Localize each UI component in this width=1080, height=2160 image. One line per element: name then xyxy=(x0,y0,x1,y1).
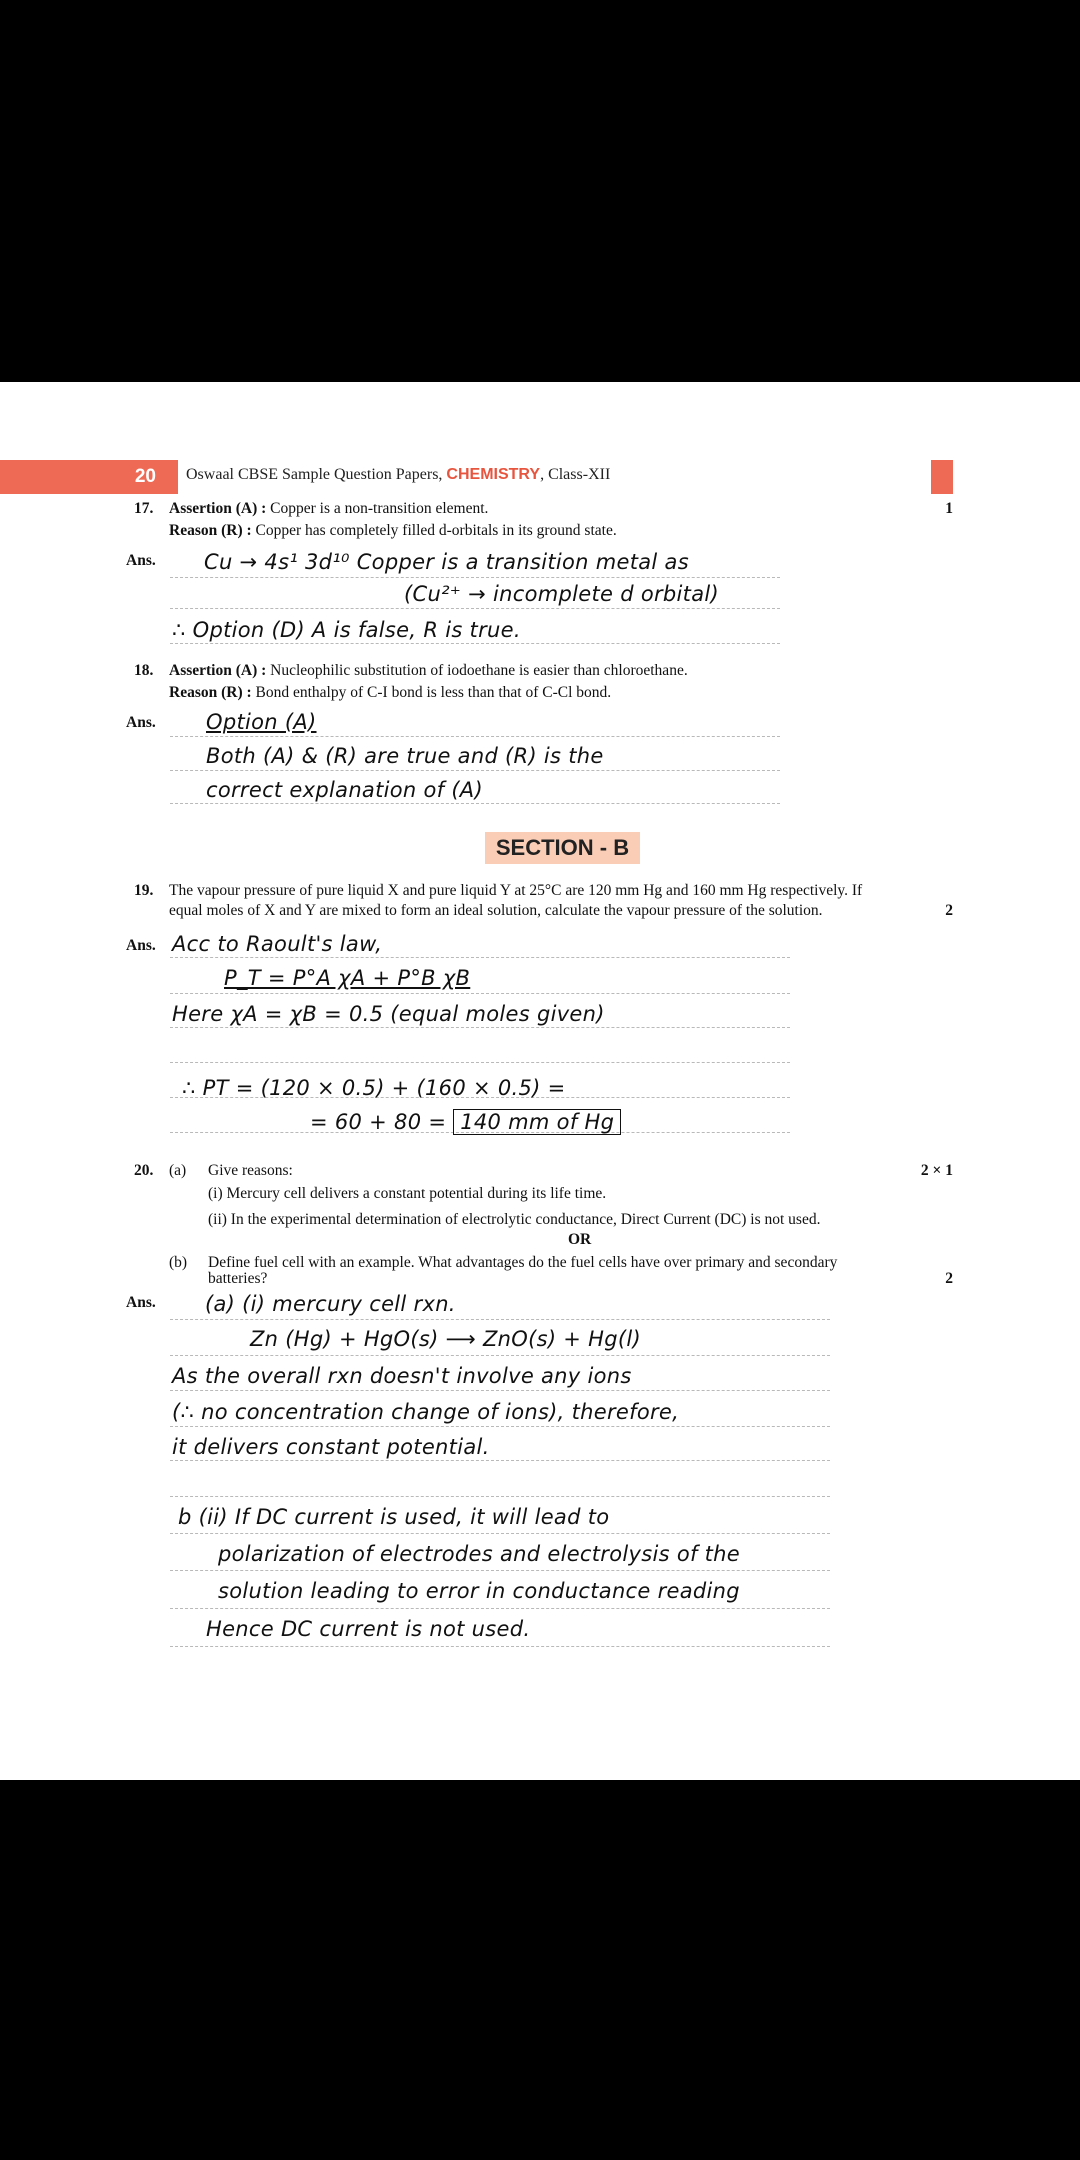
q18-number: 18. xyxy=(134,662,154,679)
q19-hw-sum: = 60 + 80 = xyxy=(310,1110,447,1134)
ruled-line xyxy=(170,736,780,737)
header-title xyxy=(186,466,610,484)
document-page xyxy=(0,382,1080,1780)
q20-ans-label: Ans. xyxy=(126,1294,156,1311)
ruled-line xyxy=(170,1496,830,1497)
ruled-line xyxy=(170,1319,830,1320)
q17-hw-line3: ∴ Option (D) A is false, R is true. xyxy=(172,618,521,642)
header-title-suffix: , Class-XII xyxy=(540,466,611,483)
ruled-line xyxy=(170,1390,830,1391)
q18-reason-text: Bond enthalpy of C-I bond is less than that of C-Cl bond. xyxy=(251,684,612,701)
q20-ii-text: (ii) In the experimental determination of electrolytic conductance, Direct Current (DC) is not used. xyxy=(208,1211,821,1228)
q20-b-marks: 2 xyxy=(945,1270,953,1287)
ruled-line xyxy=(170,643,780,644)
q20-hw-line9: Hence DC current is not used. xyxy=(206,1617,531,1641)
q19-hw-line4: ∴ PT = (120 × 0.5) + (160 × 0.5) = xyxy=(182,1076,566,1100)
q18-hw-line3: correct explanation of (A) xyxy=(206,778,483,802)
ruled-line xyxy=(170,1355,830,1356)
q18-assertion-text: Nucleophilic substitution of iodoethane is easier than chloroethane. xyxy=(266,662,688,679)
q20-hw-line6: b (ii) If DC current is used, it will lead to xyxy=(178,1505,610,1529)
q19-hw-line3: Here χA = χB = 0.5 (equal moles given) xyxy=(172,1002,605,1026)
ruled-line xyxy=(170,770,780,771)
q20-b-line1: Define fuel cell with an example. What advantages do the fuel cells have over primary and secondary xyxy=(208,1254,838,1271)
ruled-line xyxy=(170,608,780,609)
q18-assertion xyxy=(169,661,688,681)
page-number-badge xyxy=(0,460,178,494)
q19-hw-line2: P_T = P°A χA + P°B χB xyxy=(224,966,471,990)
q20-hw-line4: (∴ no concentration change of ions), therefore, xyxy=(172,1400,680,1424)
q18-hw-line1: Option (A) xyxy=(206,710,317,734)
q17-assertion-text: Copper is a non-transition element. xyxy=(266,500,489,517)
ruled-line xyxy=(170,1027,790,1028)
q20-hw-line2: Zn (Hg) + HgO(s) ⟶ ZnO(s) + Hg(l) xyxy=(250,1327,641,1351)
q20-hw-line5: it delivers constant potential. xyxy=(172,1435,490,1459)
ruled-line xyxy=(170,577,780,578)
q20-a-text: Give reasons: xyxy=(208,1162,293,1179)
q20-hw-line8: solution leading to error in conductance reading xyxy=(218,1579,740,1603)
q20-or: OR xyxy=(568,1231,592,1248)
q17-assertion xyxy=(169,499,488,519)
q17-hw-line2: (Cu²⁺ → incomplete d orbital) xyxy=(404,582,720,606)
q20-b-label: (b) xyxy=(169,1254,188,1271)
q19-ans-label: Ans. xyxy=(126,937,156,954)
ruled-line xyxy=(170,1533,830,1534)
q17-marks: 1 xyxy=(945,500,953,517)
q20-hw-line1: (a) (i) mercury cell rxn. xyxy=(205,1292,456,1316)
q17-assertion-label: Assertion (A) : xyxy=(169,500,267,517)
q20-hw-line7: polarization of electrodes and electrolysis of the xyxy=(218,1542,741,1566)
q19-line2: equal moles of X and Y are mixed to form an ideal solution, calculate the vapour pressure of the solution. xyxy=(169,902,823,919)
header-subject: CHEMISTRY xyxy=(446,466,541,483)
q20-hw-line3: As the overall rxn doesn't involve any ions xyxy=(172,1364,632,1388)
q17-ans-label: Ans. xyxy=(126,552,156,569)
ruled-line xyxy=(170,1062,790,1063)
page-number: 20 xyxy=(134,466,156,487)
q19-number: 19. xyxy=(134,882,154,899)
q18-reason-label: Reason (R) : xyxy=(169,684,252,701)
q20-b-line2: batteries? xyxy=(208,1270,268,1287)
q20-i-text: (i) Mercury cell delivers a constant potential during its life time. xyxy=(208,1185,607,1202)
q18-hw-line2: Both (A) & (R) are true and (R) is the xyxy=(206,744,604,768)
q17-reason-text: Copper has completely filled d-orbitals in its ground state. xyxy=(251,522,617,539)
ruled-line xyxy=(170,1608,830,1609)
q17-number: 17. xyxy=(134,500,154,517)
ruled-line xyxy=(170,803,780,804)
q19-marks: 2 xyxy=(945,902,953,919)
ruled-line xyxy=(170,1426,830,1427)
header-tab-marker xyxy=(931,460,953,494)
q17-hw-line1: Cu → 4s¹ 3d¹⁰ Copper is a transition metal as xyxy=(204,550,689,574)
ruled-line xyxy=(170,1570,830,1571)
q18-assertion-label: Assertion (A) : xyxy=(169,662,267,679)
ruled-line xyxy=(170,957,790,958)
q17-reason xyxy=(169,521,617,541)
ruled-line xyxy=(170,993,790,994)
q17-reason-label: Reason (R) : xyxy=(169,522,252,539)
q20-a-marks: 2 × 1 xyxy=(920,1162,953,1179)
q19-hw-result-box: 140 mm of Hg xyxy=(453,1109,621,1135)
ruled-line xyxy=(170,1646,830,1647)
q20-number: 20. xyxy=(134,1162,154,1179)
q18-ans-label: Ans. xyxy=(126,714,156,731)
q19-hw-line1: Acc to Raoult's law, xyxy=(172,932,383,956)
q19-line1: The vapour pressure of pure liquid X and pure liquid Y at 25°C are 120 mm Hg and 160 mm Hg respectively. If xyxy=(169,882,863,899)
header-title-prefix: Oswaal CBSE Sample Question Papers, xyxy=(186,466,443,483)
section-heading: SECTION - B xyxy=(485,832,640,864)
ruled-line xyxy=(170,1460,830,1461)
q19-hw-line5 xyxy=(310,1110,621,1134)
q20-a-label: (a) xyxy=(169,1162,187,1179)
q18-reason xyxy=(169,683,611,703)
